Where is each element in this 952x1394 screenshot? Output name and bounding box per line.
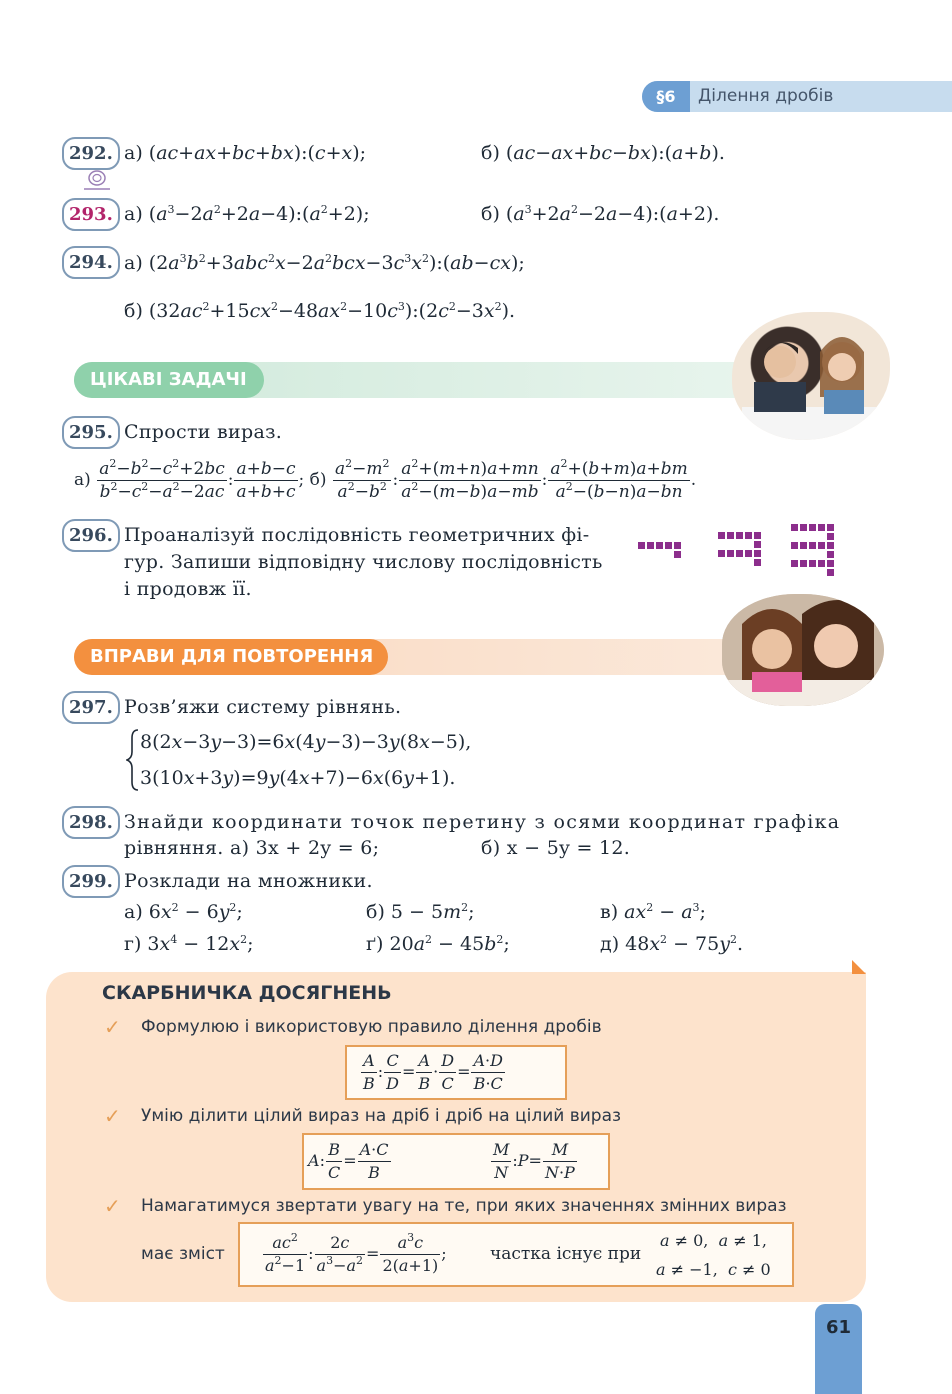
exercise-number: 297. [62,691,120,724]
exercise-299-text: Розклади на множники. [124,870,373,892]
system-brace [126,728,140,792]
exercise-296-line3: і продовж її. [124,578,252,600]
exercise-number: 292. [62,137,120,170]
check-icon: ✓ [104,1194,121,1218]
achievements-title: СКАРБНИЧКА ДОСЯГНЕНЬ [102,982,392,1004]
exercise-299-f: д) $48x^2 - 75y^2$. [600,933,744,955]
section-heading-interesting: ЦІКАВІ ЗАДАЧІ [74,362,264,398]
exercise-292-b: б) (ac−ax+bc−bx):(a+b). [481,142,725,164]
achievement-item-2: Умію ділити цілий вираз на дріб і дріб на цілий вираз [141,1106,622,1126]
achievement-item-1: Формулюю і використовую правило ділення дробів [141,1017,602,1037]
exercise-number: 299. [62,865,120,898]
exercise-299-c: в) $ax^2 - a^3$; [600,901,706,923]
whole-by-fraction-formula: A: $\frac{B}{C}$ = $\frac{A\cdot C}{B}$ [308,1140,389,1182]
exercise-294-a: а) $(2a^3b^2+3abc^2x-2a^2bcx-3c^3x^2):(ab-cx)$; [124,252,525,274]
students-photo [732,312,890,440]
girls-photo [722,594,884,706]
condition-values-2: a ≠ −1, c ≠ 0 [656,1260,771,1279]
achievement-item-3b: має зміст [141,1244,225,1264]
exercise-299-e: ґ) $20a^2 - 45b^2$; [366,933,510,955]
exercise-292-a: а) (ac+ax+bc+bx):(c+x); [124,142,367,164]
page-number: 61 [815,1304,862,1394]
exercise-293-a: а) $(a^3-2a^2+2a-4):(a^2+2)$; [124,203,370,225]
section-title: Ділення дробів [698,86,834,106]
check-icon: ✓ [104,1104,121,1128]
section-number: §6 [642,81,690,112]
condition-text: частка існує при [490,1244,642,1264]
geometric-figures [634,522,844,582]
exercise-296-line1: Проаналізуй послідовність геометричних фі- [124,524,590,546]
exercise-299-d: г) $3x^4 - 12x^2$; [124,933,254,955]
check-icon: ✓ [104,1015,121,1039]
system-equation-1: 8(2x−3y−3)=6x(4y−3)−3y(8x−5), [140,731,472,753]
exercise-296-line2: гур. Запиши відповідну числову послідовність [124,551,603,573]
exercise-number: 295. [62,416,120,449]
division-rule-formula: $\frac{A}{B}$ : $\frac{C}{D}$ = $\frac{A}{B}$ · $\frac{D}{C}$ = $\frac{A\cdot D}{B\cdot C}$ [363,1051,503,1093]
achievement-item-3: Намагатимуся звертати увагу на те, при яких значеннях змінних вираз [141,1196,787,1216]
exercise-294-b: б) $(32ac^2+15cx^2-48ax^2-10c^3):(2c^2-3x^2)$. [124,300,516,322]
exercise-number: 294. [62,246,120,279]
exercise-298-line2a: рівняння. а) 3x + 2y = 6; [124,837,380,859]
difficulty-icon [80,168,114,192]
system-equation-2: 3(10x+3y)=9y(4x+7)−6x(6y+1). [140,767,456,789]
example-formula: $\frac{ac^2}{a^2-1}$ : $\frac{2c}{a^3-a^2}$ = $\frac{a^3c}{2(a+1)}$ ; [265,1231,447,1275]
exercise-295-text: Спрости вираз. [124,421,283,443]
exercise-number: 293. [62,198,120,231]
exercise-293-b: б) $(a^3+2a^2-2a-4):(a+2)$. [481,203,720,225]
exercise-295-expressions: а) $\frac{a^2-b^2-c^2+2bc}{b^2-c^2-a^2-2ac}$ : $\frac{a+b-c}{a+b+c}$ ; б) $\frac{a^2-m^2}{a^2-b^2}$ : $\frac{a^2+(m+n)a+mn}{a^2-(m-b)a-mb}$ : $\frac{a^2+(b+m)a+bm}{a^2-(b-n)a-bn}$ . [74,457,697,502]
section-heading-review: ВПРАВИ ДЛЯ ПОВТОРЕННЯ [74,639,388,675]
exercise-299-b: б) $5 - 5m^2$; [366,901,475,923]
exercise-number: 296. [62,519,120,552]
corner-triangle [852,960,866,974]
exercise-299-a: а) $6x^2 - 6y^2$; [124,901,243,923]
fraction-by-whole-formula: $\frac{M}{N}$ :P= $\frac{M}{N\cdot P}$ [493,1140,575,1182]
exercise-297-text: Розв’яжи систему рівнянь. [124,696,402,718]
exercise-number: 298. [62,806,120,839]
exercise-298-line1: Знайди координати точок перетину з осями координат графіка [124,811,841,833]
exercise-298-line2b: б) x − 5y = 12. [481,837,631,859]
condition-values-1: a ≠ 0, a ≠ 1, [660,1231,767,1250]
